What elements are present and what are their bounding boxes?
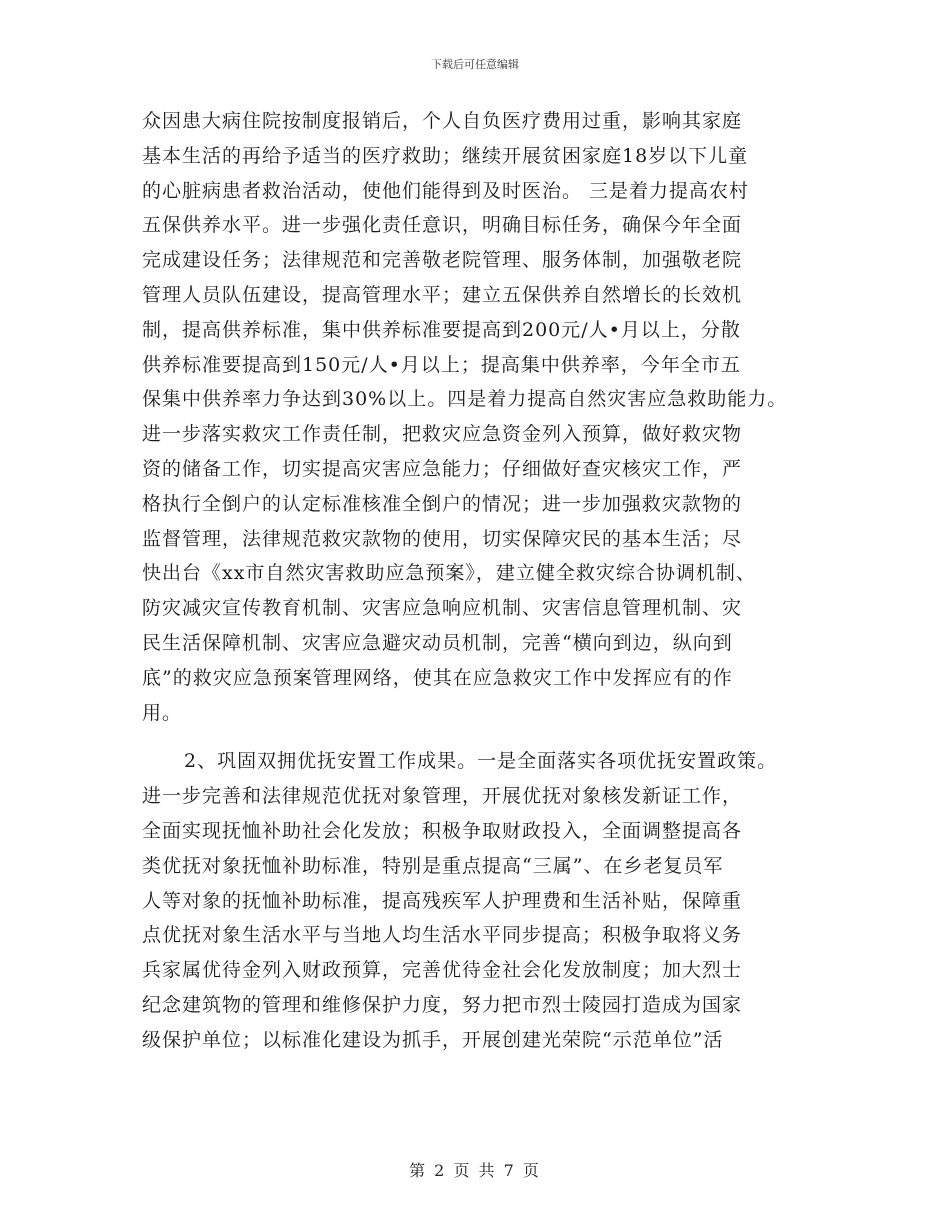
text-line: 格执行全倒户的认定标准核准全倒户的情况；进一步加强救灾款物的 bbox=[142, 492, 743, 515]
text-line: 用。 bbox=[142, 701, 183, 724]
text-line: 类优抚对象抚恤补助标准，特别是重点提高“三属”、在乡老复员军 bbox=[142, 854, 724, 877]
text-line: 基本生活的再给予适当的医疗救助；继续开展贫困家庭18岁以下儿童 bbox=[142, 144, 749, 167]
text-line: 监督管理，法律规范救灾款物的使用，切实保障灾民的基本生活；尽 bbox=[142, 527, 743, 550]
text-line: 兵家属优待金列入财政预算，完善优待金社会化发放制度；加大烈士 bbox=[142, 959, 743, 982]
paragraph-heading-line: 2、巩固双拥优抚安置工作成果。一是全面落实各项优抚安置政策。 bbox=[184, 750, 778, 773]
page-header: 下载后可任意编辑 bbox=[431, 58, 519, 71]
text-line: 民生活保障机制、灾害应急避灾动员机制，完善“横向到边，纵向到 bbox=[142, 631, 733, 654]
text-line: 五保供养水平。进一步强化责任意识，明确目标任务，确保今年全面 bbox=[142, 214, 743, 237]
document-body bbox=[142, 104, 842, 1058]
text-line: 制，提高供养标准，集中供养标准要提高到200元/人•月以上，分散 bbox=[142, 318, 741, 341]
text-line: 点优抚对象生活水平与当地人均生活水平同步提高；积极争取将义务 bbox=[142, 924, 743, 947]
text-line: 保集中供养率力争达到30%以上。四是着力提高自然灾害应急救助能力。 bbox=[142, 388, 788, 411]
text-line: 底”的救灾应急预案管理网络，使其在应急救灾工作中发挥应有的作 bbox=[142, 666, 733, 689]
text-line: 的心脏病患者救治活动，使他们能得到及时医治。 三是着力提高农村 bbox=[142, 179, 750, 202]
page-number-footer: 第 2 页 共 7 页 bbox=[409, 1161, 541, 1180]
text-line: 级保护单位；以标准化建设为抓手，开展创建光荣院“示范单位”活 bbox=[142, 1028, 724, 1051]
text-line: 全面实现抚恤补助社会化发放；积极争取财政投入，全面调整提高各 bbox=[142, 819, 743, 842]
text-line: 人等对象的抚恤补助标准，提高残疾军人护理费和生活补贴，保障重 bbox=[142, 889, 743, 912]
text-line: 防灾减灾宣传教育机制、灾害应急响应机制、灾害信息管理机制、灾 bbox=[142, 597, 743, 620]
text-line: 进一步完善和法律规范优抚对象管理，开展优抚对象核发新证工作， bbox=[142, 785, 743, 808]
text-line: 资的储备工作，切实提高灾害应急能力；仔细做好查灾核灾工作，严 bbox=[142, 457, 743, 480]
text-line: 进一步落实救灾工作责任制，把救灾应急资金列入预算，做好救灾物 bbox=[142, 423, 743, 446]
text-line: 完成建设任务；法律规范和完善敬老院管理、服务体制，加强敬老院 bbox=[142, 249, 743, 272]
text-line: 快出台《xx市自然灾害救助应急预案》，建立健全救灾综合协调机制、 bbox=[142, 562, 756, 585]
text-line: 众因患大病住院按制度报销后，个人自负医疗费用过重，影响其家庭 bbox=[142, 110, 743, 132]
text-line: 供养标准要提高到150元/人•月以上；提高集中供养率，今年全市五 bbox=[142, 353, 741, 376]
text-line: 管理人员队伍建设，提高管理水平；建立五保供养自然增长的长效机 bbox=[142, 283, 743, 306]
text-line: 纪念建筑物的管理和维修保护力度，努力把市烈士陵园打造成为国家 bbox=[142, 993, 743, 1016]
